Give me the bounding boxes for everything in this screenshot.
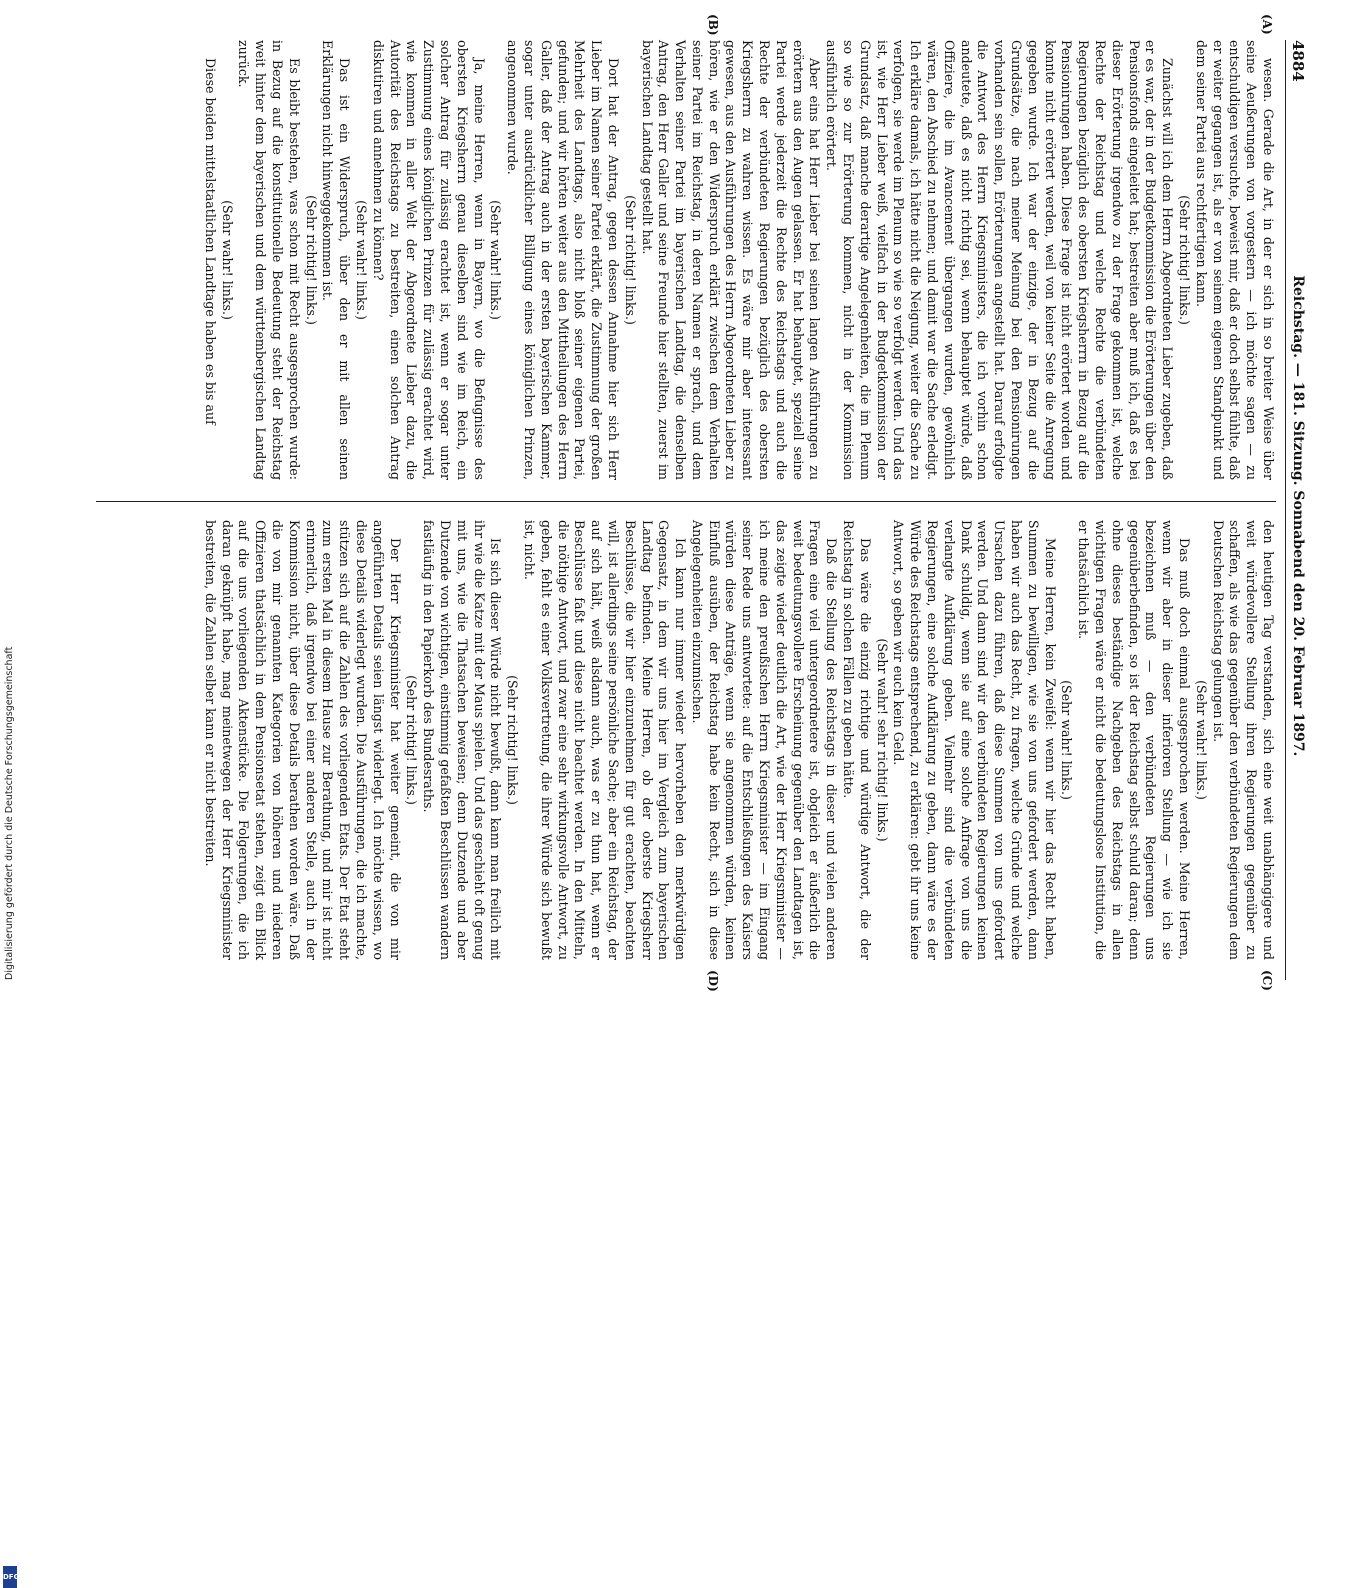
interjection: (Sehr richtig! links.) <box>303 195 319 325</box>
page-header <box>1285 40 1310 980</box>
interjection: (Sehr richtig! links.) <box>1177 195 1193 325</box>
right-column <box>96 520 1276 960</box>
digitization-footer <box>2 600 20 1581</box>
paragraph: Dort hat der Antrag, gegen dessen Annahme hier sich Herr Lieber im Namen seiner Partei erklärt, die Zustimmung der großen Mehrheit des Landtags, also nicht bloß seiner eigenen Partei, gefunden; und wir hörten weiter aus den Mittheilungen des Herrn Galler, daß der Antrag auch in der ersten bayerischen Kammer, sogar unter ausdrücklicher Billigung eines königlichen Prinzen, angenommen wurde. <box>505 40 621 480</box>
paragraph: Daß die Stellung des Reichstags in dieser und vielen anderen Fragen eine viel untergeordnetere ist, obgleich er äußerlich die weit bedeutungsvollere Erscheinung gegenüber den Landtagen ist, das zeigte wieder deutlich die Art, wie der Herr Kriegsminister — ich meine den preußischen Herrn Kriegsminister — im Eingang seiner Rede uns antwortete: auf die Entschließungen des Kaisers würden diese Anträge, wenn sie angenommen würden, keinen Einfluß ausüben, der Reichstag habe kein Recht, sich in diese Angelegenheiten einzumischen. <box>689 520 840 960</box>
running-title: Reichstag. — 181. Sitzung. Sonnabend den 20. Februar 1897. <box>1290 275 1306 757</box>
paragraph: Ich kann nur immer wieder hervorheben den merkwürdigen Gegensatz, in dem wir uns hier im Vergleich zum bayerischen Landtag befinden. Meine Herren, ob der oberste Kriegsherr Beschlüsse, die wir hier einzunehmen für gut erachten, beachten will, ist allerdings seine persönliche Sache; aber ein Reichstag, der auf sich hält, weiß alsdann auch, was er zu thun hat, wenn er Beschlüsse faßt und diese nicht beachtet werden. In den Mitteln, die nöthige Antwort, und zwar eine sehr wirkungsvolle Antwort, zu geben, fehlt es einer Volksvertretung, die ihrer Würde sich bewußt ist, nicht. <box>521 520 689 960</box>
margin-mark-b: (B) <box>706 14 720 36</box>
interjection: (Sehr wahr! links.) <box>219 200 235 320</box>
margin-mark-a: (A) <box>1260 14 1274 35</box>
paragraph: Aber eins hat Herr Lieber bei seinen langen Ausführungen zu erörtern aus den Augen gelassen. Er hat behauptet, speziell seine Partei werde jederzeit die Rechte des Reichstags und auch die Rechte der verbündeten Regierungen bezüglich des obersten Kriegsherrn zu wahren wissen. Es wäre mir aber interessant gewesen, aus den Ausführungen des Herrn Abgeordneten Lieber zu hören, wie er den Widerspruch erklärt zwischen dem Verhalten seiner Partei im Reichstag, in deren Namen er sprach, und dem Verhalten seiner Partei im bayerischen Landtag, die denselben Antrag, den Herr Galler und seine Freunde hier stellten, zuerst im bayerischen Landtag gestellt hat. <box>639 40 823 480</box>
paragraph: Meine Herren, kein Zweifel: wenn wir hier das Recht haben, Summen zu bewilligen, wie sie von uns gefordert werden, dann haben wir auch das Recht, zu fragen, welche Gründe und welche Ursachen dazu führen, daß diese Summen von uns gefordert werden. Und dann sind wir den verbündeten Regierungen keinen Dank schuldig, wenn sie auf eine solche Anfrage von uns die verlangte Aufklärung geben. Vielmehr sind die verbündeten Regierungen, eine solche Aufklärung zu geben, dann wäre es der Würde des Reichstags entsprechend, zu erklären: gebt ihr uns keine Antwort, so geben wir euch kein Geld. <box>891 520 1058 960</box>
interjection: (Sehr richtig! links.) <box>622 195 638 325</box>
paragraph: Das ist ein Widerspruch, über den er mit allen seinen Erklärungen nicht hinweggekommen ist. <box>320 40 353 480</box>
rotated-print-page <box>80 14 1310 992</box>
paragraph: Der Herr Kriegsminister hat weiter gemeint, die von mir angeführten Details seien längst widerlegt. Ich möchte wissen, wo diese Details widerlegt wurden. Die Ausführungen, die ich machte, stützen sich auf die Zahlen des vorliegenden Etats. Der Etat steht zum ersten Mal in diesem Hause zur Berathung, und mir ist nicht erinnerlich, daß irgendwo bei einer anderen Stelle, auch in der Kommission nicht, über diese Details berathen worden wäre. Daß die von mir genannten Kategorien von höheren und niederen Offizieren thatsächlich in dem Pensionsetat stehen, zeigt ein Blick auf die uns vorliegenden Aktenstücke. Die Folgerungen, die ich daran geknüpft habe, mag meinetwegen der Herr Kriegsminister bestreiten, die Zahlen selber kann er nicht bestreiten. <box>202 520 403 960</box>
interjection: (Sehr wahr! links.) <box>1059 680 1075 800</box>
margin-mark-d: (D) <box>706 970 720 992</box>
paragraph: Zunächst will ich dem Herrn Abgeordneten Lieber zugeben, daß er es war, der in der Budgetkommission die Erörterungen über den Pensionsfonds eingeleitet hat; bestreiten aber muß ich, daß es bei dieser Erörterung irgendwo zu der Frage gekommen ist, welche Rechte der Reichstag und welche Rechte die verbündeten Regierungen bezüglich des obersten Kriegsherrn in Bezug auf die Pensionirungen haben. Diese Frage ist nicht erörtert worden und konnte nicht erörtert werden, weil von keiner Seite die Anregung gegeben wurde. Ich war der einzige, der in Bezug auf die Grundsätze, die nach meiner Meinung bei den Pensionirungen vorhanden sein sollen, Erörterungen angestellt hat. Darauf erfolgte die Antwort des Herrn Kriegsministers, die ich vorhin schon andeutete, daß es nicht richtig sei, wenn behauptet würde, daß Offiziere, die im Avancement übergangen wurden, gewöhnlich wären, den Abschied zu nehmen; und damit war die Sache erledigt. Ich erkläre damals, ich hätte nicht die Neigung, weiter die Sache zu verfolgen, sie werde im Plenum so wie so verfolgt werden. Und das ist, wie Herr Lieber weiß, vielfach in der Budgetkommission der Grundsatz, daß manche derartige Angelegenheiten, die im Plenum so wie so zur Erörterung kommen, nicht in der Kommission ausführlich erörtert. <box>824 40 1176 480</box>
paragraph: Ist sich dieser Würde nicht bewußt, dann kann man freilich mit ihr wie die Katze mit der Maus spielen. Und das geschieht oft genug mit uns, wie die Thatsachen beweisen; denn Dutzende und aber Dutzende von wichtigen, einstimmig gefaßten Beschlüssen wandern fastläufig in den Papierkorb des Bundesraths. <box>421 520 504 960</box>
interjection: (Sehr richtig! links.) <box>505 675 521 805</box>
paragraph: Das wäre die einzig richtige und würdige Antwort, die der Reichstag in solchen Fällen zu geben hätte. <box>841 520 873 960</box>
margin-mark-c: (C) <box>1260 970 1274 991</box>
page-number: 4884 <box>1289 40 1307 82</box>
column-divider <box>96 501 1276 502</box>
paragraph: wesen. Gerade die Art, in der er sich in so breiter Weise über seine Aeußerungen von vorgestern — ich möchte sagen — zu entschuldigen versuchte, beweist mir, daß er doch selbst fühlte, daß er weiter gegangen ist, als er von seinem eigenen Standpunkt und dem seiner Partei aus rechtfertigen kann. <box>1193 40 1276 480</box>
paragraph: Diese beiden mittelstaatlichen Landtage haben es bis auf <box>202 58 218 425</box>
paragraph: Ja, meine Herren, wenn in Bayern, wo die Befugnisse des obersten Kriegsherrn genau dieselben sind wie im Reich, ein solcher Antrag für zulässig erachtet ist, wenn er sogar unter Zustimmung eines königlichen Prinzen für zulässig erachtet wird, wie kommen in aller Welt der Abgeordnete Lieber dazu, die Autorität des Reichstags zu bestreiten, einen solchen Antrag diskutiren und annehmen zu können? <box>370 40 487 480</box>
interjection: (Sehr wahr! links.) <box>488 200 504 320</box>
paragraph: Das muß doch einmal ausgesprochen werden. Meine Herren, wenn wir aber in dieser inferioren Stellung — wie ich sie bezeichnen muß — den verbündeten Regierungen uns gegenüberbefinden, so ist der Reichstag selbst schuld daran; denn ohne dieses beständige Nachgeben des Reichstags in allen wichtigen Fragen wäre er nicht die bedeutungslose Institution, die er thatsächlich ist. <box>1076 520 1193 960</box>
dfg-logo: DFG <box>3 1566 17 1588</box>
left-column <box>96 40 1276 480</box>
interjection: (Sehr wahr! links.) <box>1193 680 1209 800</box>
paragraph: Es bleibt bestehen, was schon mit Recht ausgesprochen wurde: in Bezug auf die konstitutionelle Bedeutung steht der Reichstag weit hinter dem bayerischen und dem württembergischen Landtag zurück. <box>236 40 302 480</box>
interjection: (Sehr richtig! links.) <box>404 675 420 805</box>
interjection: (Sehr wahr! sehr richtig! links.) <box>874 638 890 842</box>
footer-credit: Digitalisierung gefördert durch die Deutsche Forschungsgemeinschaft <box>4 646 15 980</box>
interjection: (Sehr wahr! links.) <box>353 200 369 320</box>
paragraph: den heutigen Tag verstanden, sich eine weit unabhängigere und weit würdevollere Stellung ihren Regierungen gegenüber zu schaffen, als wie das gegenüber den verbündeten Regierungen dem Deutschen Reichstag gelungen ist. <box>1210 520 1276 960</box>
